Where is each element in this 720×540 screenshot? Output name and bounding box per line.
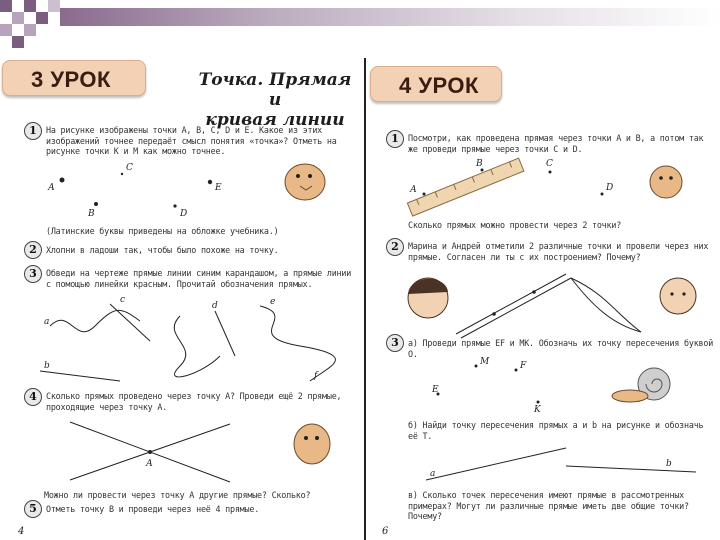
girl-illustration: [408, 278, 448, 318]
task-text: Отметь точку В и проведи через неё 4 прямые.: [46, 504, 260, 514]
lesson-title-line1: Точка. Прямая и: [198, 70, 352, 110]
page-number: 4: [18, 526, 25, 537]
task-text: Сколько прямых проведено через точку А? Проведи ещё 2 прямые, проходящие через точку А.: [46, 391, 342, 412]
lesson-banner-left: [2, 60, 146, 96]
task-number: 1: [24, 122, 42, 140]
curves-figure: [0, 296, 362, 386]
task-text: а) Проведи прямые EF и MK. Обозначь их точку пересечения буквой O.: [408, 338, 714, 359]
task-text: На рисунке изображены точки А, В, С, D и Е. Какое из этих изображений точнее передаёт смысл понятия «точка»? Отметь на рисунке точки K и M как можно точнее.: [46, 125, 337, 156]
curve-label: b: [44, 361, 50, 371]
lesson-banner-label: 4 УРОК: [399, 73, 479, 98]
curve-label: a: [44, 317, 50, 327]
point-label-m: M: [480, 357, 490, 367]
gradient-bar: [60, 8, 720, 26]
line-label-b: b: [666, 459, 672, 469]
point-label-f: F: [520, 361, 527, 371]
two-points-figure: [366, 264, 720, 340]
question-text: в) Сколько точек пересечения имеют прямые в рассмотренных примерах? Могут ли различные прямые иметь две общие точки? Почему?: [408, 490, 689, 521]
checker-decoration: [0, 0, 60, 48]
task-number: 2: [386, 238, 404, 256]
point-label-e: Е: [215, 183, 222, 193]
curve-label: e: [270, 297, 276, 307]
question-text: Можно ли провести через точку А другие прямые? Сколько?: [44, 490, 311, 500]
points-mk-ef-figure: [366, 358, 720, 414]
task-text: Хлопни в ладоши так, чтобы было похоже на точку.: [46, 245, 279, 255]
bird-illustration: [650, 166, 682, 198]
point-label-a: А: [146, 459, 153, 469]
point-label-d: D: [606, 183, 614, 193]
task-text: Марина и Андрей отметили 2 различные точки и провели через них прямые. Согласен ли ты с их построением? Почему?: [408, 241, 709, 262]
task-number: 5: [24, 500, 42, 518]
task-text: Посмотри, как проведена прямая через точки А и В, а потом так же проведи прямые через точки С и D.: [408, 133, 704, 154]
question-text: Сколько прямых можно провести через 2 точки?: [408, 220, 622, 230]
task-number: 3: [386, 334, 404, 352]
points-figure: [0, 158, 362, 218]
point-label-b: В: [88, 209, 95, 219]
bird-illustration: [294, 424, 330, 464]
point-label-c: С: [546, 159, 553, 169]
task-number: 2: [24, 241, 42, 259]
lesson-title: [190, 70, 360, 130]
snail-illustration: [612, 368, 670, 402]
point-label-e: E: [432, 385, 439, 395]
ruler-icon: [407, 158, 524, 216]
task-text: Обведи на чертеже прямые линии синим карандашом, а прямые линии с помощью линейки красным. Прочитай обозначения прямых.: [46, 268, 352, 289]
bird-illustration: [285, 164, 325, 200]
textbook-page-right: [364, 58, 720, 540]
boy-illustration: [660, 278, 696, 314]
task-number: 3: [24, 265, 42, 283]
curve-label: c: [120, 295, 126, 305]
point-label-b: В: [476, 159, 483, 169]
textbook-page-left: [0, 58, 362, 540]
lesson-title-line2: кривая линии: [205, 110, 345, 130]
task-number: 1: [386, 130, 404, 148]
point-label-c: С: [126, 163, 133, 173]
lesson-banner-label: 3 УРОК: [31, 67, 111, 92]
curve-label: d: [212, 301, 218, 311]
lines-ab-figure: [366, 440, 720, 486]
curve-label: f: [314, 371, 318, 381]
lesson-banner-right: [370, 66, 502, 102]
point-label-d: D: [180, 209, 188, 219]
point-label-k: K: [534, 405, 541, 415]
task-number: 4: [24, 388, 42, 406]
slide-header-bar: [0, 0, 720, 52]
line-label-a: a: [430, 469, 436, 479]
question-text: б) Найди точку пересечения прямых а и b на рисунке и обозначь её T.: [408, 420, 704, 441]
point-label-a: А: [48, 183, 55, 193]
ruler-figure: [366, 158, 720, 218]
point-label-a: А: [410, 185, 417, 195]
page-number: 6: [382, 526, 389, 537]
lines-through-a-figure: [0, 410, 362, 490]
note-text: (Латинские буквы приведены на обложке учебника.): [46, 226, 279, 236]
